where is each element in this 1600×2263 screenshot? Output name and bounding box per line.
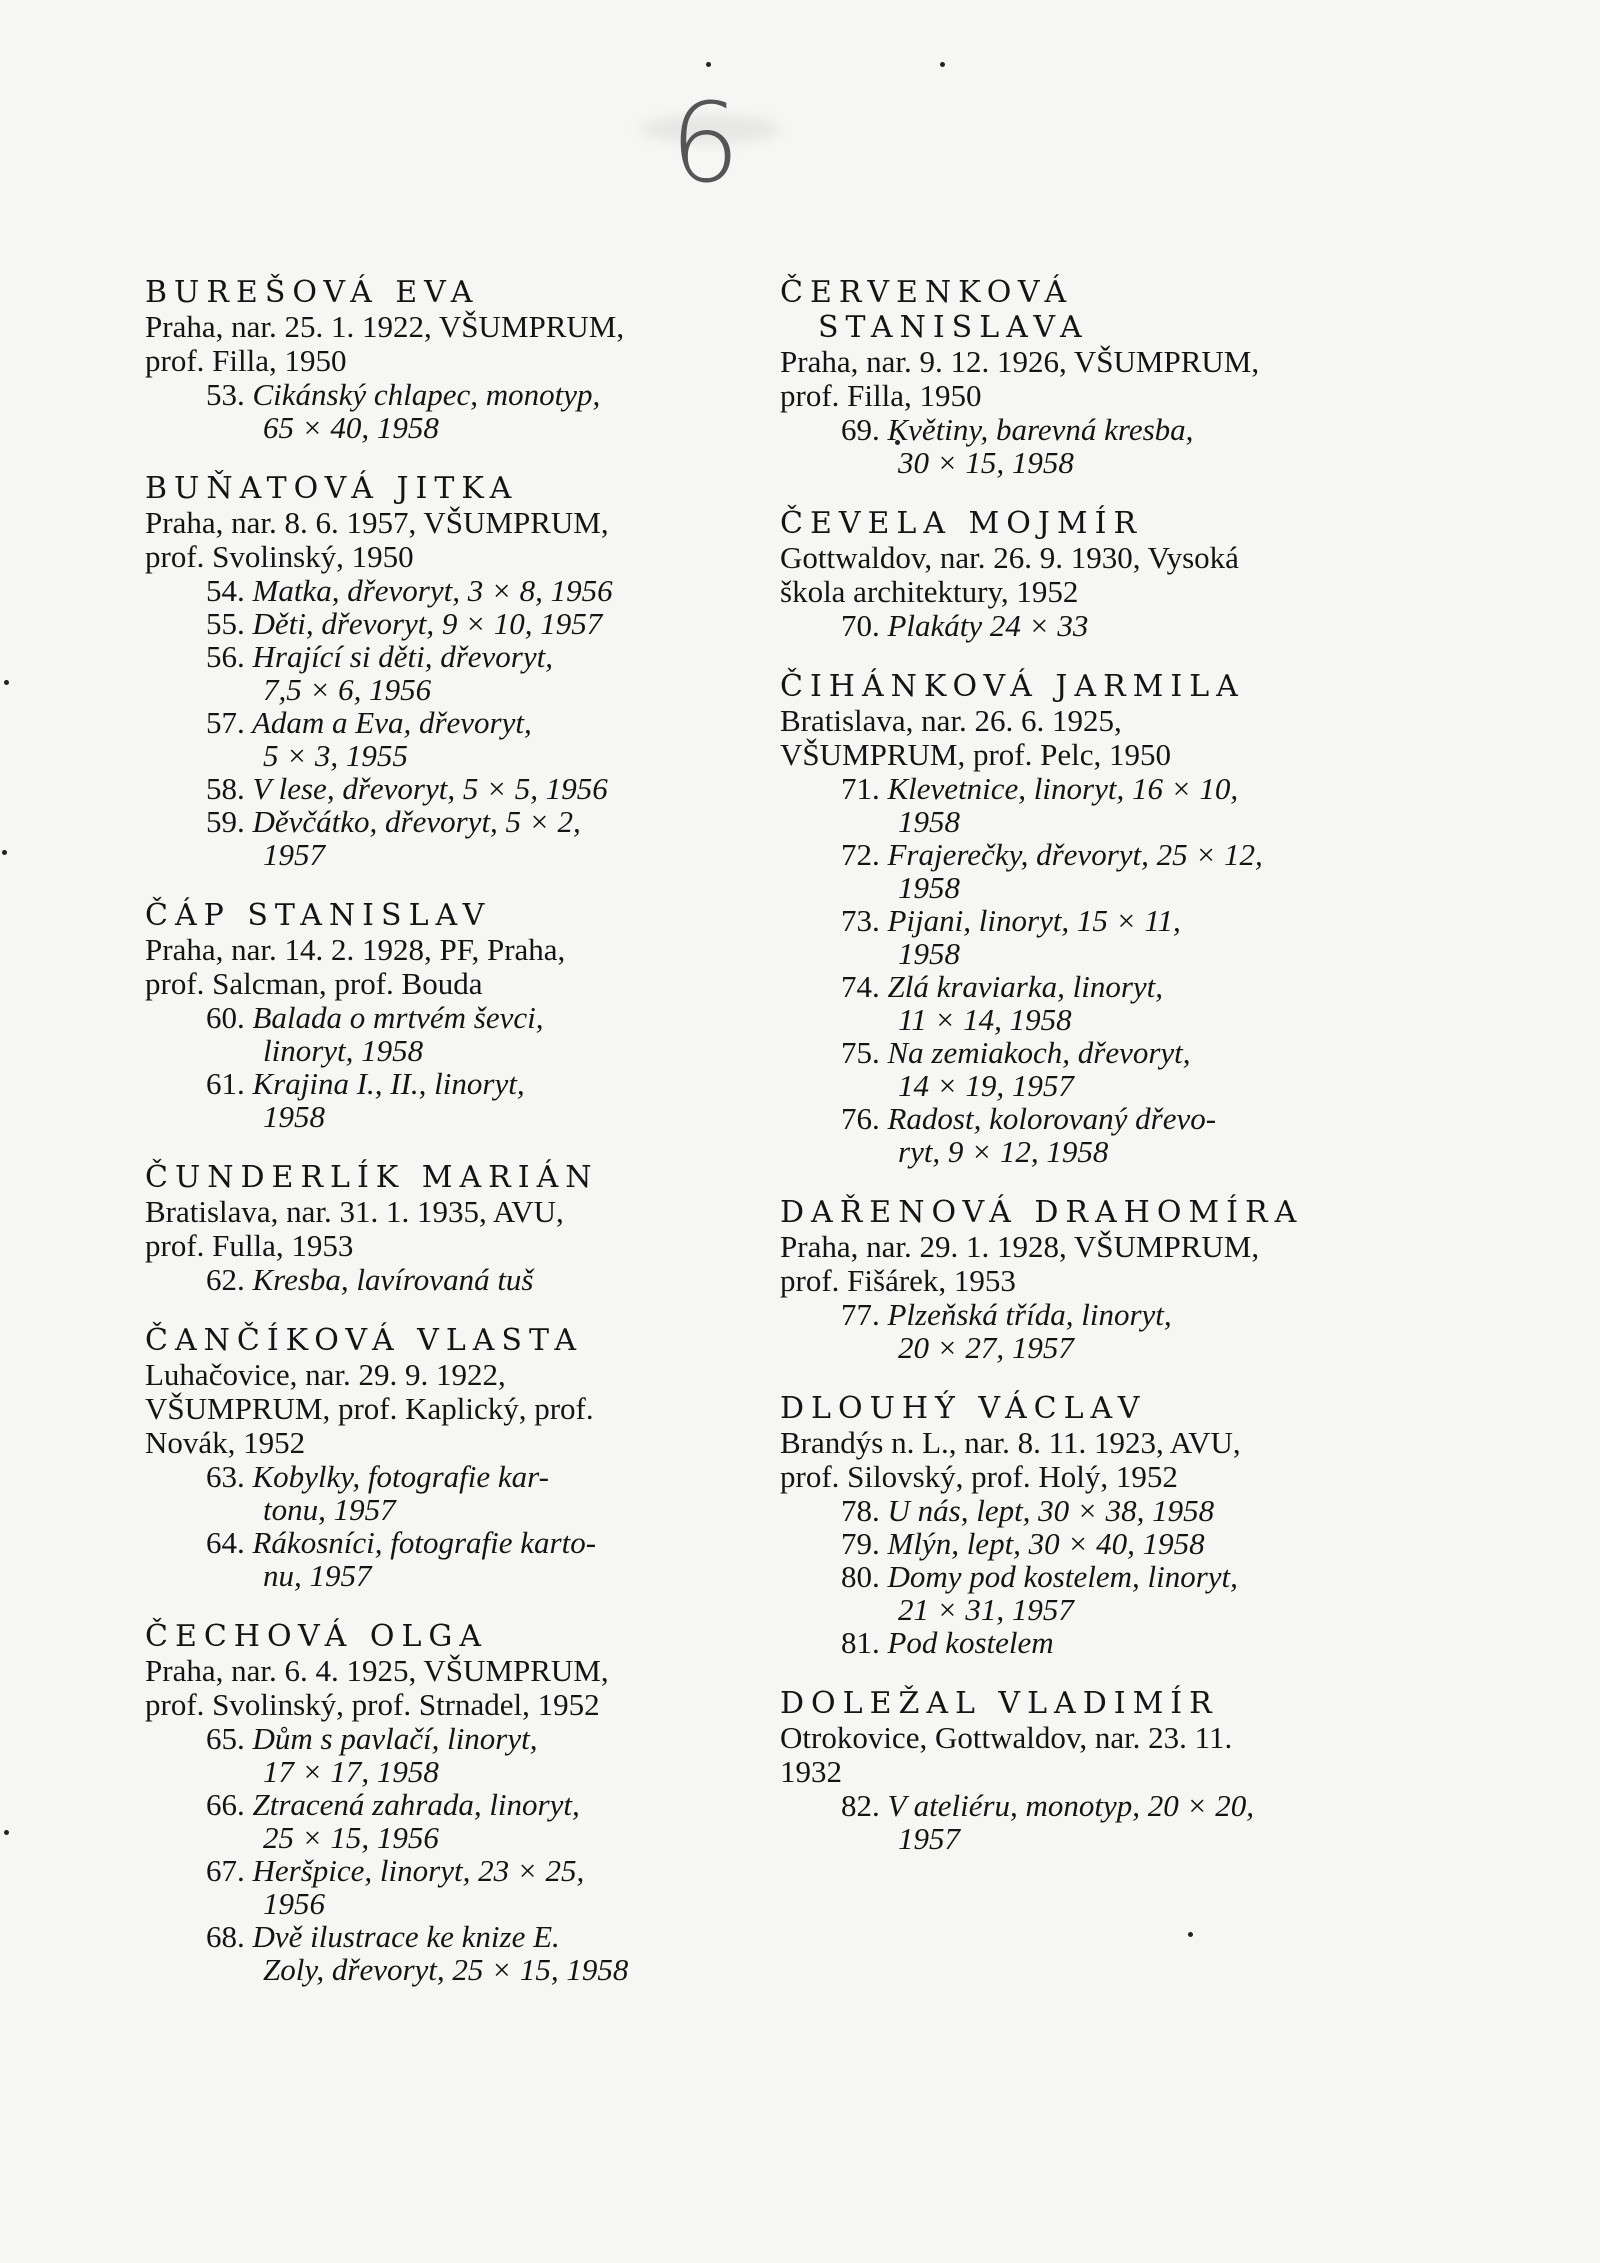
artwork-text-line: 17 × 17, 1958: [263, 1754, 439, 1789]
artwork-number: 64.: [206, 1525, 245, 1560]
artwork-number: 59.: [206, 804, 245, 839]
artist-bio-line: prof. Filla, 1950: [145, 343, 347, 378]
artwork-number: 82.: [841, 1788, 880, 1823]
artwork-text-line: V ateliéru, monotyp, 20 × 20,: [887, 1788, 1254, 1823]
artwork-text-line: Dvě ilustrace ke knize E.: [252, 1919, 560, 1954]
artist-entry: [780, 1391, 1380, 1659]
artwork-number: 72.: [841, 837, 880, 872]
right-column: [780, 275, 1380, 1882]
artwork-item: [145, 1263, 745, 1296]
artwork-text-line: Rákosníci, fotografie karto-: [252, 1525, 597, 1560]
artwork-number: 66.: [206, 1787, 245, 1822]
artwork-number: 57.: [206, 705, 245, 740]
artwork-item: [780, 609, 1380, 642]
artwork-item: [780, 1102, 1380, 1168]
artist-entry: [780, 275, 1380, 479]
artwork-item: [780, 413, 1380, 479]
artwork-text-line: Kobylky, fotografie kar-: [252, 1459, 549, 1494]
artist-entry: [780, 1686, 1380, 1855]
artist-bio-line: 1932: [780, 1754, 842, 1789]
artist-entry: [145, 1160, 745, 1296]
artist-name: ČUNDERLÍK MARIÁN: [145, 1160, 599, 1195]
artwork-text-line: Děvčátko, dřevoryt, 5 × 2,: [252, 804, 581, 839]
artwork-item: [145, 607, 745, 640]
speck-dot: [940, 62, 945, 67]
speck-dot: [4, 1830, 9, 1835]
handwritten-page-mark: 6: [670, 79, 740, 207]
artist-entry: [780, 1195, 1380, 1364]
artwork-text-line: linoryt, 1958: [263, 1033, 424, 1068]
artwork-text-line: 20 × 27, 1957: [898, 1330, 1074, 1365]
artwork-number: 55.: [206, 606, 245, 641]
artist-bio-line: Praha, nar. 29. 1. 1928, VŠUMPRUM,: [780, 1229, 1260, 1264]
artist-name: DLOUHÝ VÁCLAV: [780, 1391, 1147, 1426]
artwork-text-line: 25 × 15, 1956: [263, 1820, 439, 1855]
artwork-text-line: Plakáty 24 × 33: [887, 608, 1089, 643]
artwork-text-line: Květiny, barevná kresba,: [887, 412, 1194, 447]
artist-name: DOLEŽAL VLADIMÍR: [780, 1686, 1219, 1721]
artwork-item: [780, 1789, 1380, 1855]
artwork-text-line: 5 × 3, 1955: [263, 738, 408, 773]
artist-bio-line: Praha, nar. 6. 4. 1925, VŠUMPRUM,: [145, 1653, 609, 1688]
artist-bio-line: VŠUMPRUM, prof. Kaplický, prof.: [145, 1391, 594, 1426]
artwork-item: [145, 1920, 745, 1986]
artwork-text-line: Krajina I., II., linoryt,: [252, 1066, 525, 1101]
artwork-number: 69.: [841, 412, 880, 447]
artwork-text-line: Děti, dřevoryt, 9 × 10, 1957: [252, 606, 603, 641]
artwork-number: 78.: [841, 1493, 880, 1528]
artwork-number: 77.: [841, 1297, 880, 1332]
artwork-number: 70.: [841, 608, 880, 643]
artwork-item: [780, 772, 1380, 838]
artwork-text-line: Klevetnice, linoryt, 16 × 10,: [887, 771, 1239, 806]
artist-name: ČECHOVÁ OLGA: [145, 1619, 489, 1654]
artist-bio-line: Bratislava, nar. 31. 1. 1935, AVU,: [145, 1194, 564, 1229]
artwork-text-line: 7,5 × 6, 1956: [263, 672, 432, 707]
artwork-text-line: Kresba, lavírovaná tuš: [252, 1262, 534, 1297]
artwork-item: [780, 1494, 1380, 1527]
artist-entry: [145, 898, 745, 1133]
artwork-text-line: Cikánský chlapec, monotyp,: [252, 377, 601, 412]
artwork-text-line: 1958: [898, 870, 960, 905]
artwork-item: [780, 1560, 1380, 1626]
artwork-text-line: Mlýn, lept, 30 × 40, 1958: [887, 1526, 1205, 1561]
artist-bio-line: prof. Salcman, prof. Bouda: [145, 966, 483, 1001]
artwork-text-line: U nás, lept, 30 × 38, 1958: [887, 1493, 1215, 1528]
artwork-text-line: Pod kostelem: [887, 1625, 1054, 1660]
artwork-item: [780, 1626, 1380, 1659]
artwork-text-line: 30 × 15, 1958: [898, 445, 1074, 480]
artist-entry: [780, 669, 1380, 1168]
speck-dot: [4, 680, 9, 685]
artwork-text-line: V lese, dřevoryt, 5 × 5, 1956: [252, 771, 608, 806]
artwork-item: [145, 1526, 745, 1592]
artwork-item: [780, 1036, 1380, 1102]
artwork-item: [145, 378, 745, 444]
artwork-text-line: Heršpice, linoryt, 23 × 25,: [252, 1853, 585, 1888]
artwork-number: 68.: [206, 1919, 245, 1954]
artwork-item: [145, 805, 745, 871]
artwork-text-line: Matka, dřevoryt, 3 × 8, 1956: [252, 573, 613, 608]
artist-bio-line: prof. Silovský, prof. Holý, 1952: [780, 1459, 1178, 1494]
left-column: [145, 275, 745, 2013]
artwork-number: 60.: [206, 1000, 245, 1035]
artist-name: ČANČÍKOVÁ VLASTA: [145, 1323, 584, 1358]
artist-entry: [145, 1619, 745, 1986]
speck-dot: [2, 850, 7, 855]
artwork-number: 67.: [206, 1853, 245, 1888]
artist-bio-line: Brandýs n. L., nar. 8. 11. 1923, AVU,: [780, 1425, 1241, 1460]
artist-name: ČÁP STANISLAV: [145, 898, 492, 933]
artwork-text-line: 11 × 14, 1958: [898, 1002, 1072, 1037]
artwork-text-line: 1957: [263, 837, 325, 872]
artwork-text-line: Na zemiakoch, dřevoryt,: [887, 1035, 1191, 1070]
artwork-text-line: 1958: [898, 936, 960, 971]
artist-bio-line: Praha, nar. 14. 2. 1928, PF, Praha,: [145, 932, 566, 967]
artwork-number: 73.: [841, 903, 880, 938]
artist-bio-line: prof. Filla, 1950: [780, 378, 982, 413]
artwork-number: 62.: [206, 1262, 245, 1297]
artwork-item: [780, 904, 1380, 970]
artwork-item: [145, 640, 745, 706]
artist-entry: [145, 275, 745, 444]
artist-name: BUREŠOVÁ EVA: [145, 275, 480, 310]
artwork-number: 56.: [206, 639, 245, 674]
artist-name: BUŇATOVÁ JITKA: [145, 471, 519, 506]
artwork-item: [145, 706, 745, 772]
artist-bio-line: Luhačovice, nar. 29. 9. 1922,: [145, 1357, 506, 1392]
artwork-number: 79.: [841, 1526, 880, 1561]
artist-bio-line: Bratislava, nar. 26. 6. 1925,: [780, 703, 1122, 738]
artwork-number: 76.: [841, 1101, 880, 1136]
artwork-number: 58.: [206, 771, 245, 806]
artwork-item: [780, 1298, 1380, 1364]
artwork-number: 74.: [841, 969, 880, 1004]
artwork-text-line: Ztracená zahrada, linoryt,: [252, 1787, 580, 1822]
artwork-text-line: Balada o mrtvém ševci,: [252, 1000, 544, 1035]
artist-name: ČERVENKOVÁ: [780, 275, 1074, 310]
artist-bio-line: škola architektury, 1952: [780, 574, 1079, 609]
artwork-number: 63.: [206, 1459, 245, 1494]
artwork-text-line: Zoly, dřevoryt, 25 × 15, 1958: [263, 1952, 629, 1987]
artwork-text-line: Zlá kraviarka, linoryt,: [887, 969, 1164, 1004]
artist-bio-line: Otrokovice, Gottwaldov, nar. 23. 11.: [780, 1720, 1233, 1755]
artist-bio-line: Novák, 1952: [145, 1425, 306, 1460]
artwork-item: [145, 1788, 745, 1854]
artwork-item: [145, 1460, 745, 1526]
artwork-item: [780, 1527, 1380, 1560]
artist-bio-line: prof. Fulla, 1953: [145, 1228, 354, 1263]
artwork-number: 81.: [841, 1625, 880, 1660]
artwork-text-line: 14 × 19, 1957: [898, 1068, 1074, 1103]
artist-bio-line: prof. Svolinský, 1950: [145, 539, 414, 574]
artwork-item: [145, 772, 745, 805]
artist-bio-line: prof. Fišárek, 1953: [780, 1263, 1016, 1298]
artwork-number: 71.: [841, 771, 880, 806]
artwork-text-line: 1956: [263, 1886, 325, 1921]
speck-dot: [1188, 1932, 1193, 1937]
artist-name-continued: STANISLAVA: [818, 310, 1089, 345]
artwork-number: 80.: [841, 1559, 880, 1594]
artwork-number: 75.: [841, 1035, 880, 1070]
artwork-number: 54.: [206, 573, 245, 608]
artwork-text-line: 1957: [898, 1821, 960, 1856]
artwork-number: 65.: [206, 1721, 245, 1756]
artist-bio-line: Praha, nar. 8. 6. 1957, VŠUMPRUM,: [145, 505, 609, 540]
artwork-text-line: Frajerečky, dřevoryt, 25 × 12,: [887, 837, 1263, 872]
artwork-text-line: nu, 1957: [263, 1558, 372, 1593]
artwork-number: 53.: [206, 377, 245, 412]
artwork-item: [145, 1854, 745, 1920]
artwork-text-line: Dům s pavlačí, linoryt,: [252, 1721, 538, 1756]
artwork-text-line: 65 × 40, 1958: [263, 410, 439, 445]
artwork-text-line: 1958: [898, 804, 960, 839]
artist-entry: [145, 1323, 745, 1592]
artwork-text-line: Domy pod kostelem, linoryt,: [887, 1559, 1238, 1594]
artist-name: ČEVELA MOJMÍR: [780, 506, 1144, 541]
artwork-text-line: Plzeňská třída, linoryt,: [887, 1297, 1172, 1332]
speck-dot: [706, 62, 711, 67]
artist-bio-line: prof. Svolinský, prof. Strnadel, 1952: [145, 1687, 600, 1722]
artist-entry: [145, 471, 745, 871]
artwork-item: [145, 1067, 745, 1133]
artwork-text-line: Hrající si děti, dřevoryt,: [252, 639, 553, 674]
artwork-text-line: Adam a Eva, dřevoryt,: [251, 705, 532, 740]
artwork-number: 61.: [206, 1066, 245, 1101]
artwork-item: [780, 838, 1380, 904]
artwork-text-line: ryt, 9 × 12, 1958: [898, 1134, 1109, 1169]
artwork-text-line: 1958: [263, 1099, 325, 1134]
artwork-item: [145, 1722, 745, 1788]
artwork-item: [780, 970, 1380, 1036]
artist-name: ČIHÁNKOVÁ JARMILA: [780, 669, 1245, 704]
artwork-item: [145, 1001, 745, 1067]
artwork-text-line: tonu, 1957: [263, 1492, 396, 1527]
artist-name: DAŘENOVÁ DRAHOMÍRA: [780, 1195, 1304, 1230]
artwork-text-line: 21 × 31, 1957: [898, 1592, 1074, 1627]
artist-bio-line: VŠUMPRUM, prof. Pelc, 1950: [780, 737, 1171, 772]
artwork-text-line: Pijani, linoryt, 15 × 11,: [887, 903, 1181, 938]
artwork-item: [145, 574, 745, 607]
artist-entry: [780, 506, 1380, 642]
artwork-text-line: Radost, kolorovaný dřevo-: [887, 1101, 1217, 1136]
artist-bio-line: Praha, nar. 25. 1. 1922, VŠUMPRUM,: [145, 309, 625, 344]
artist-bio-line: Gottwaldov, nar. 26. 9. 1930, Vysoká: [780, 540, 1239, 575]
artist-bio-line: Praha, nar. 9. 12. 1926, VŠUMPRUM,: [780, 344, 1260, 379]
